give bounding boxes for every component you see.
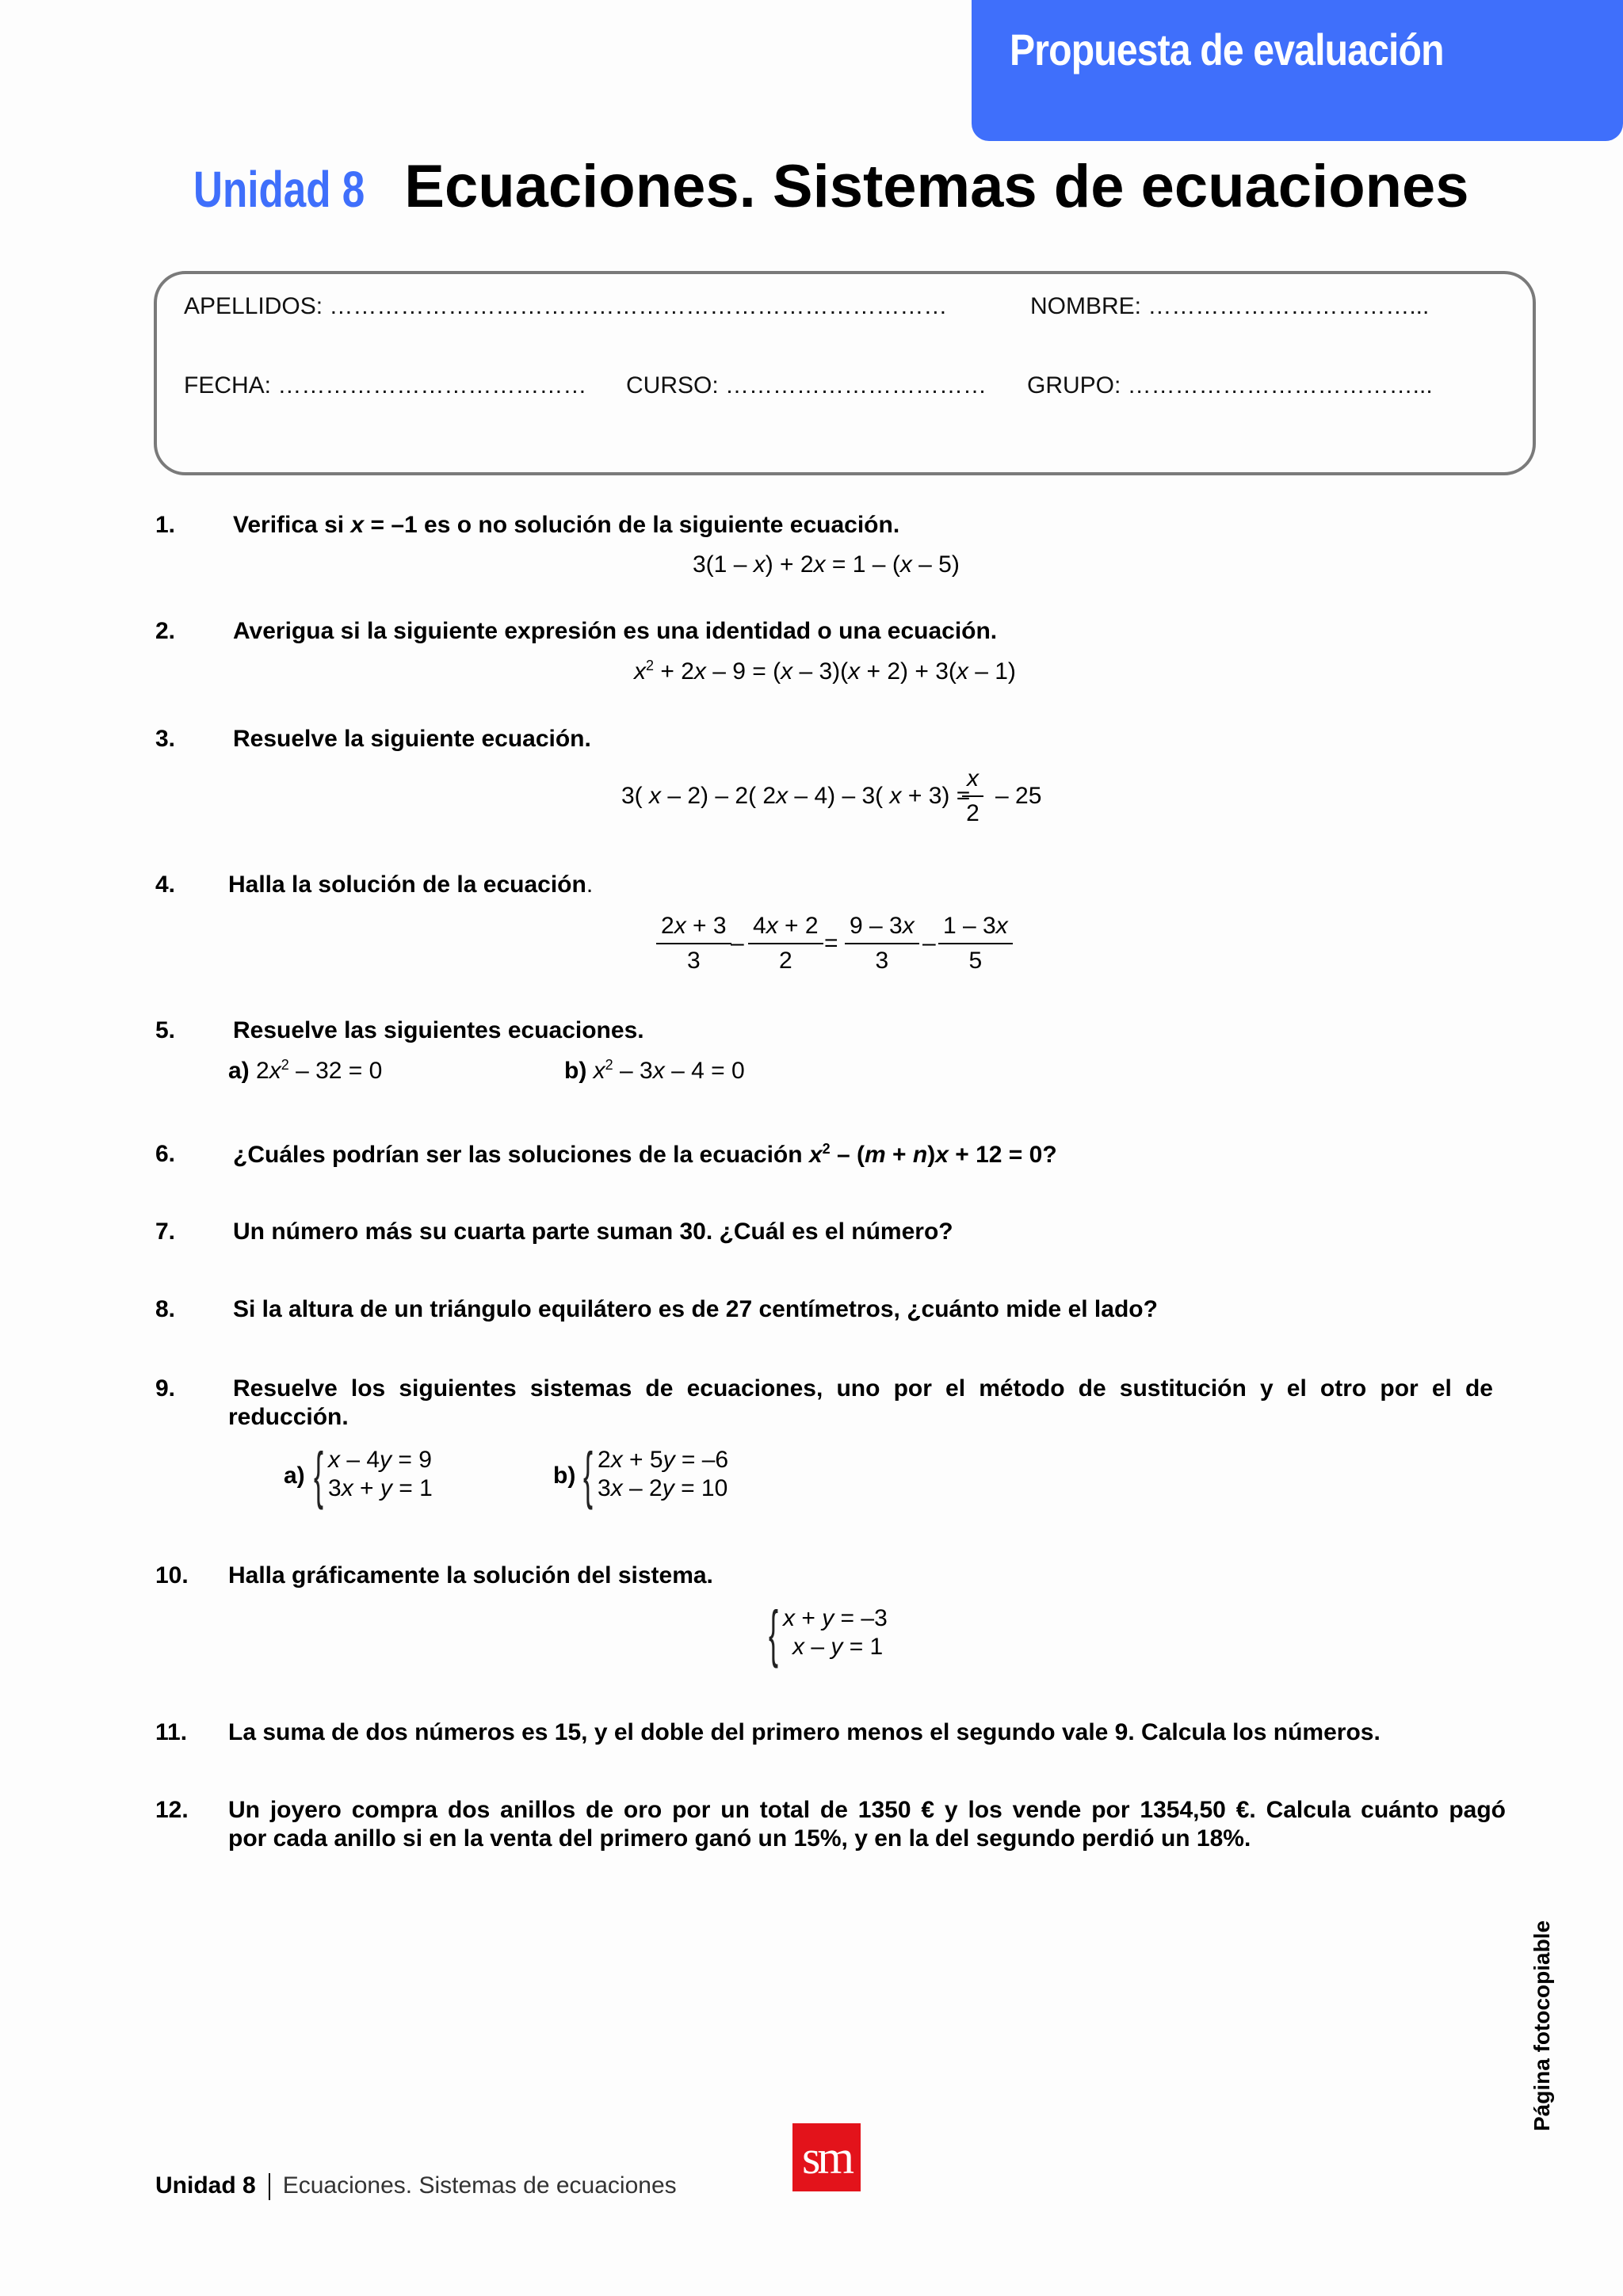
title-unit: Unidad 8 <box>193 161 365 218</box>
footer <box>155 2172 677 2200</box>
curso-field[interactable]: CURSO: …………………………… <box>626 372 987 399</box>
question-2-equation: $x^2 + 2x - 9 = (x - 3)(x + 2) + 3(x - 1)$ <box>634 658 1016 685</box>
system-10-brace: { <box>769 1598 779 1669</box>
question-3-equation-lhs: 3( x – 2) – 2( 2x – 4) – 3( x + 3) = <box>621 783 971 809</box>
question-9-line2: reducción. <box>228 1404 349 1430</box>
system-10-eq1: x + y = –3 <box>783 1605 888 1631</box>
question-number: 11. <box>155 1719 188 1745</box>
question-4-fraction: $\frac{9 - 3x}{3}$ <box>845 913 919 974</box>
question-9-line1: Resuelve los siguientes sistemas de ecuaciones, uno por el método de sustitución y el otro por el de <box>233 1375 1493 1402</box>
system-b-brace: { <box>583 1440 594 1510</box>
question-number: 10. <box>155 1562 189 1589</box>
question-5a: a) $2x^2 - 32 = 0$ <box>228 1057 383 1084</box>
question-4-text: Halla la solución de la ecuación. <box>228 871 594 898</box>
apellidos-field[interactable]: APELLIDOS: …………………………………………………………………… <box>184 293 948 319</box>
question-2-text: Averigua si la siguiente expresión es una identidad o una ecuación. <box>233 618 998 644</box>
question-3-fraction: $\frac{x}{2}$ <box>962 765 983 827</box>
question-3-text: Resuelve la siguiente ecuación. <box>233 726 591 752</box>
question-number: 8. <box>155 1296 176 1322</box>
question-5b: b) $x^2 - 3x - 4 = 0$ <box>564 1057 745 1084</box>
system-b-eq2: 3x – 2y = 10 <box>598 1475 728 1501</box>
question-7-text: Un número más su cuarta parte suman 30. ¿Cuál es el número? <box>233 1219 953 1245</box>
system-a-brace: { <box>314 1440 324 1510</box>
system-a-eq1: x – 4y = 9 <box>328 1447 432 1473</box>
grupo-field[interactable]: GRUPO: ………………………………... <box>1027 372 1433 399</box>
question-1-equation: 3(1 – x) + 2x = 1 – (x – 5) <box>693 551 960 578</box>
question-number: 3. <box>155 726 176 752</box>
page-title <box>193 152 1469 221</box>
question-4-operator: = <box>824 930 838 956</box>
question-5-text: Resuelve las siguientes ecuaciones. <box>233 1017 644 1043</box>
question-6-text: ¿Cuáles podrían ser las soluciones de la ecuación $x^2 - (m + n)x + 12 = 0$? <box>233 1141 1057 1168</box>
system-a-label: a) <box>284 1463 305 1489</box>
system-10-eq2: x – y = 1 <box>792 1634 884 1660</box>
question-4-operator: – <box>922 930 936 956</box>
title-main: Ecuaciones. Sistemas de ecuaciones <box>404 153 1469 220</box>
question-11-text: La suma de dos números es 15, y el doble del primero menos el segundo vale 9. Calcula los números. <box>228 1719 1381 1745</box>
footer-divider <box>269 2173 270 2200</box>
question-4-fraction: $\frac{4x + 2}{2}$ <box>748 913 823 974</box>
banner-label: Propuesta de evaluación <box>1010 25 1444 74</box>
system-b-eq1: 2x + 5y = –6 <box>598 1447 729 1473</box>
question-number: 5. <box>155 1017 176 1043</box>
question-8-text: Si la altura de un triángulo equilátero es de 27 centímetros, ¿cuánto mide el lado? <box>233 1296 1158 1322</box>
question-10-text: Halla gráficamente la solución del sistema. <box>228 1562 713 1589</box>
question-number: 1. <box>155 512 176 538</box>
question-number: 12. <box>155 1797 189 1823</box>
question-number: 2. <box>155 618 176 644</box>
photocopiable-label: Página fotocopiable <box>1529 1920 1554 2131</box>
nombre-field[interactable]: NOMBRE: ……………………………... <box>1030 293 1430 319</box>
question-3-equation-rhs: – 25 <box>995 783 1042 809</box>
evaluation-banner <box>972 0 1623 141</box>
question-12-line1: Un joyero compra dos anillos de oro por un total de 1350 € y los vende por 1354,50 €. Calcula cuánto pagó <box>228 1797 1506 1823</box>
question-number: 7. <box>155 1219 176 1245</box>
question-number: 9. <box>155 1375 176 1402</box>
question-4-fraction: $\frac{2x + 3}{3}$ <box>656 913 731 974</box>
footer-unit: Unidad 8 <box>155 2172 256 2199</box>
footer-subtitle: Ecuaciones. Sistemas de ecuaciones <box>282 2172 677 2199</box>
system-a-eq2: 3x + y = 1 <box>328 1475 433 1501</box>
question-4-fraction: $\frac{1 - 3x}{5}$ <box>938 913 1013 974</box>
question-number: 6. <box>155 1141 176 1167</box>
question-1-text: Verifica si x = –1 es o no solución de la siguiente ecuación. <box>233 512 900 538</box>
sm-logo: sm <box>792 2123 861 2191</box>
question-4-operator: – <box>731 930 744 956</box>
system-b-label: b) <box>553 1463 576 1489</box>
question-number: 4. <box>155 871 176 898</box>
fecha-field[interactable]: FECHA: ………………………………… <box>184 372 587 399</box>
question-12-line2: por cada anillo si en la venta del primero ganó un 15%, y en la del segundo perdió un 18%. <box>228 1825 1251 1852</box>
